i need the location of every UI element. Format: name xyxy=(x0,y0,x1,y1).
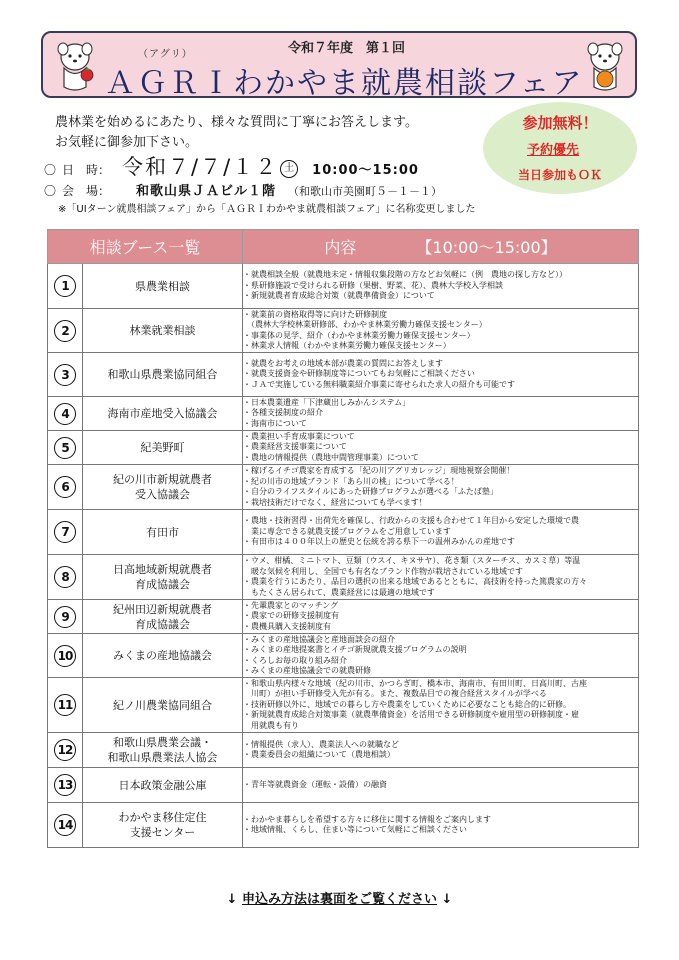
booth-content-cell xyxy=(243,465,639,510)
badge-same-day: 当日参加もＯＫ xyxy=(517,168,602,182)
booth-number: 2 xyxy=(54,320,76,342)
content-item: 業に専念できる就農支援プログラムをご用意しています xyxy=(243,526,451,536)
booth-content-cell xyxy=(243,803,639,848)
content-item: ・新規就農育成総合対策事業（就農準備資金）を活用できる研修制度や雇用型の研修制度・雇 xyxy=(243,710,580,720)
arrow-down-icon: ↓ xyxy=(441,892,453,907)
header-content xyxy=(243,230,639,264)
booth-name: 日高地域新規就農者 xyxy=(113,563,212,576)
booth-name: 和歌山県農業法人協会 xyxy=(107,751,218,764)
content-item: 暖な気候を利用し、全国でも有名なブランド作物が栽培されている地域です xyxy=(243,566,524,576)
content-item: ・農地・技術習得・出荷先を確保し、行政からの支援も合わせて１年目から安定した環境で農 xyxy=(243,516,580,526)
booth-number: 7 xyxy=(54,521,76,543)
booth-number-cell xyxy=(48,600,83,634)
booth-number: 1 xyxy=(54,275,76,297)
content-item: ・農家での研修支援制度有 xyxy=(243,611,340,621)
booth-table xyxy=(47,229,639,848)
booth-content-cell xyxy=(243,431,639,465)
booth-number-cell xyxy=(48,678,83,733)
content-item: ・有田市は４００年以上の歴史と伝統を誇る県下一の温州みかんの産地です xyxy=(243,537,516,547)
booth-name: 受入協議会 xyxy=(135,488,190,501)
content-item: ・情報提供（求人）、農業法人への就職など xyxy=(243,739,400,749)
booth-number-cell xyxy=(48,397,83,431)
booth-content-cell xyxy=(243,264,639,309)
table-row xyxy=(48,678,639,733)
booth-name-cell xyxy=(83,555,243,600)
booth-number-cell xyxy=(48,555,83,600)
booth-number: 3 xyxy=(54,364,76,386)
content-item: ・新規就農者育成総合対策（就農準備資金）について xyxy=(243,291,435,301)
content-item: ・技術研修以外に、地域での暮らし方や農業をしていくために必要なことも総合的に研修。 xyxy=(243,699,572,709)
booth-content-cell xyxy=(243,768,639,803)
content-item: ・農機具購入支援制度有 xyxy=(243,621,332,631)
event-venue: 和歌山県ＪＡビル１階 xyxy=(136,184,277,199)
content-item: ・海南市について xyxy=(243,418,307,428)
booth-name: 有田市 xyxy=(146,525,179,539)
content-item: ・農業経営支援事業について xyxy=(243,442,347,452)
booth-name-cell xyxy=(83,510,243,555)
name-change-notice: ※「UIターン就農相談フェア」から「ＡＧＲＩわかやま就農相談フェア」に名称変更しました xyxy=(58,204,476,215)
mascot-right-icon xyxy=(582,39,628,95)
booth-name: 育成協議会 xyxy=(135,617,190,631)
table-row xyxy=(48,634,639,678)
booth-name-cell xyxy=(83,264,243,309)
booth-number-cell xyxy=(48,465,83,510)
booth-number: 9 xyxy=(54,606,76,628)
intro-line-1: 農林業を始めるにあたり、様々な質問に丁寧にお答えします。 xyxy=(55,115,418,130)
content-item: ・みくまの産地協議会と産地面談会の紹介 xyxy=(243,634,396,644)
booth-name: 紀州田辺新規就農者 xyxy=(113,602,212,616)
booth-number: 5 xyxy=(54,437,76,459)
content-item: ・就農支援資金や研修制度等についてもお気軽にご相談ください xyxy=(243,369,475,379)
table-row xyxy=(48,555,639,600)
table-header-row xyxy=(48,230,639,264)
booth-name-cell xyxy=(83,634,243,678)
content-item: ・ＪＡで実施している無料職業紹介事業に寄せられた求人の紹介も可能です xyxy=(243,379,516,389)
content-item: 川町）が担い手研修受入先が有る。また、複数品目での複合経営スタイルが学べる xyxy=(243,689,547,699)
booth-number-cell xyxy=(48,510,83,555)
content-item: ・各種支援制度の紹介 xyxy=(243,408,324,418)
booth-name-cell xyxy=(83,733,243,768)
content-item: ・林業求人情報（わかやま林業労働力確保支援センター） xyxy=(243,341,451,350)
booth-name: みくまの産地協議会 xyxy=(113,649,212,662)
booth-name-cell xyxy=(83,397,243,431)
content-item: ・みくまの産地提案書とイチゴ新規就農支援プログラムの説明 xyxy=(243,645,467,654)
content-item: ・青年等就農資金（運転・設備）の融資 xyxy=(243,779,388,789)
table-row xyxy=(48,397,639,431)
content-item: ・県研修施設で受けられる研修（果樹、野菜、花）、農林大学校入学相談 xyxy=(243,280,504,290)
intro-line-2: お気軽に御参加下さい。 xyxy=(55,135,199,150)
booth-name: 林業就業相談 xyxy=(129,324,196,337)
event-weekday: 土 xyxy=(280,160,298,178)
table-row xyxy=(48,309,639,353)
table-row xyxy=(48,431,639,465)
booth-name: わかやま移住定住 xyxy=(118,811,207,824)
content-item: ・わかやま暮らしを希望する方々に移住に関する情報をご案内します xyxy=(243,814,492,824)
venue-address: （和歌山市美園町５－１－１） xyxy=(288,185,443,198)
table-row xyxy=(48,600,639,634)
content-item: ・就農相談全般（就農地未定・情報収集段階の方などお気軽に（例 農地の探し方など）） xyxy=(243,270,568,280)
booth-name: 海南市産地受入協議会 xyxy=(107,407,218,420)
booth-number: 4 xyxy=(54,403,76,425)
booth-number-cell xyxy=(48,353,83,397)
content-item: ・紀の川市の地域ブランド「あら川の桃」について学べる！ xyxy=(243,476,459,486)
event-date: 令和７/７/１２ xyxy=(122,155,279,179)
booth-name: 支援センター xyxy=(129,826,196,839)
booth-content-cell xyxy=(243,634,639,678)
event-edition: 令和７年度 第１回 xyxy=(288,41,406,56)
booth-number-cell xyxy=(48,634,83,678)
content-item: 用就農も有り xyxy=(243,720,300,730)
booth-number-cell xyxy=(48,431,83,465)
content-item: （農林大学校林業研修部、わかやま林業労働力確保支援センター） xyxy=(243,320,487,329)
booth-number: 13 xyxy=(54,774,76,796)
booth-number-cell xyxy=(48,264,83,309)
booth-name: 紀ノ川農業協同組合 xyxy=(113,698,212,712)
title-banner xyxy=(41,31,637,101)
content-item: ・日本農業遺産「下津蔵出しみかんシステム」 xyxy=(243,397,411,407)
venue-row xyxy=(44,180,442,199)
booth-number-cell xyxy=(48,733,83,768)
booth-number: 6 xyxy=(54,476,76,498)
content-item: ・地域情報、くらし、住まい等について気軽にご相談ください xyxy=(243,825,467,834)
content-item: ・就業前の資格取得等に向けた研修制度 xyxy=(243,309,388,319)
booth-name-cell xyxy=(83,431,243,465)
content-item: ・くろしお毎の取り組み紹介 xyxy=(243,655,348,665)
content-item: ・ウメ、柑橘、ミニトマト、豆類（ウスイ、キヌサヤ）、花き類（スターチス、カスミ草）等温 xyxy=(243,556,581,565)
booth-name: 紀の川市新規就農者 xyxy=(113,473,212,486)
event-time: 10:00～15:00 xyxy=(312,163,419,178)
content-item: もたくさん居られて、農業経営には最適の地域です xyxy=(243,587,435,597)
booth-number: 11 xyxy=(54,694,76,716)
booth-name-cell xyxy=(83,309,243,353)
table-row xyxy=(48,803,639,848)
booth-content-cell xyxy=(243,353,639,397)
table-row xyxy=(48,465,639,510)
footer-text: 申込み方法は裏面をご覧ください xyxy=(241,892,437,907)
booth-number-cell xyxy=(48,309,83,353)
table-row xyxy=(48,510,639,555)
table-row xyxy=(48,733,639,768)
badge-free: 参加無料！ xyxy=(522,114,598,132)
booth-name-cell xyxy=(83,600,243,634)
booth-number: 14 xyxy=(54,814,76,836)
page-title: ＡＧＲＩわかやま就農相談フェア xyxy=(105,66,584,101)
content-item: ・自分のライフスタイルにあった研修プログラムが選べる「ふたば塾」 xyxy=(243,487,498,496)
booth-name-cell xyxy=(83,353,243,397)
content-item: ・農業担い手育成事業について xyxy=(243,431,355,441)
content-item: ・みくまの産地協議会での就農研修 xyxy=(243,666,372,675)
bullet-circle-icon: 〇 xyxy=(44,184,57,198)
booth-content-cell xyxy=(243,397,639,431)
booth-number-cell xyxy=(48,803,83,848)
booth-content-cell xyxy=(243,678,639,733)
booth-name-cell xyxy=(83,803,243,848)
mascot-left-icon xyxy=(52,39,98,95)
booth-content-cell xyxy=(243,510,639,555)
content-item: ・農業委員会の組織について（農地相談） xyxy=(243,750,395,759)
header-time: 【10:00～15:00】 xyxy=(416,238,557,257)
booth-name-cell xyxy=(83,768,243,803)
booth-name: 紀美野町 xyxy=(140,441,185,454)
table-row xyxy=(48,353,639,397)
badge-reservation: 予約優先 xyxy=(527,143,580,158)
footer-note xyxy=(0,888,679,907)
content-item: ・農業を行うにあたり、品目の選択の出来る地域であるとともに、高技術を持った篤農家の方々 xyxy=(243,577,588,586)
booth-content-cell xyxy=(243,555,639,600)
date-row xyxy=(44,151,419,181)
participation-badge xyxy=(483,102,637,194)
booth-content-cell xyxy=(243,733,639,768)
content-item: ・栽培技術だけでなく、経営についても学べます！ xyxy=(243,497,427,507)
booth-name: 育成協議会 xyxy=(135,578,190,591)
content-item: ・農地の情報提供（農地中間管理事業）について xyxy=(243,452,419,462)
booth-number: 12 xyxy=(54,739,76,761)
header-booth-list: 相談ブース一覧 xyxy=(48,230,243,264)
venue-label: 会 場： xyxy=(62,184,111,198)
booth-name: 和歌山県農業協同組合 xyxy=(107,368,218,381)
booth-number-cell xyxy=(48,768,83,803)
booth-name: 日本政策金融公庫 xyxy=(118,778,207,792)
title-ruby: （アグリ） xyxy=(138,49,193,60)
booth-number: 10 xyxy=(54,645,76,667)
booth-content-cell xyxy=(243,600,639,634)
content-item: ・和歌山県内様々な地域（紀の川市、かつらぎ町、橋本市、海南市、有田川町、日高川町、古座 xyxy=(243,678,588,688)
booth-number: 8 xyxy=(54,566,76,588)
booth-name: 和歌山県農業会議・ xyxy=(113,736,212,749)
date-label: 日 時： xyxy=(62,163,111,177)
table-row xyxy=(48,768,639,803)
booth-name: 県農業相談 xyxy=(135,279,190,293)
content-item: ・事業体の見学、紹介（わかやま林業労働力確保支援センター） xyxy=(243,330,475,340)
content-item: ・先輩農家とのマッチング xyxy=(243,600,339,610)
content-item: ・稼げるイチゴ農家を育成する「紀の川アグリカレッジ」現地視察会開催！ xyxy=(243,466,515,475)
bullet-circle-icon: 〇 xyxy=(44,163,57,177)
booth-name-cell xyxy=(83,465,243,510)
content-item: ・就農をお考えの地域本部が農業の質問にお答えします xyxy=(243,358,444,368)
booth-content-cell xyxy=(243,309,639,353)
table-row xyxy=(48,264,639,309)
booth-name-cell xyxy=(83,678,243,733)
header-content-label: 内容 xyxy=(324,238,357,257)
arrow-down-icon: ↓ xyxy=(226,892,238,907)
